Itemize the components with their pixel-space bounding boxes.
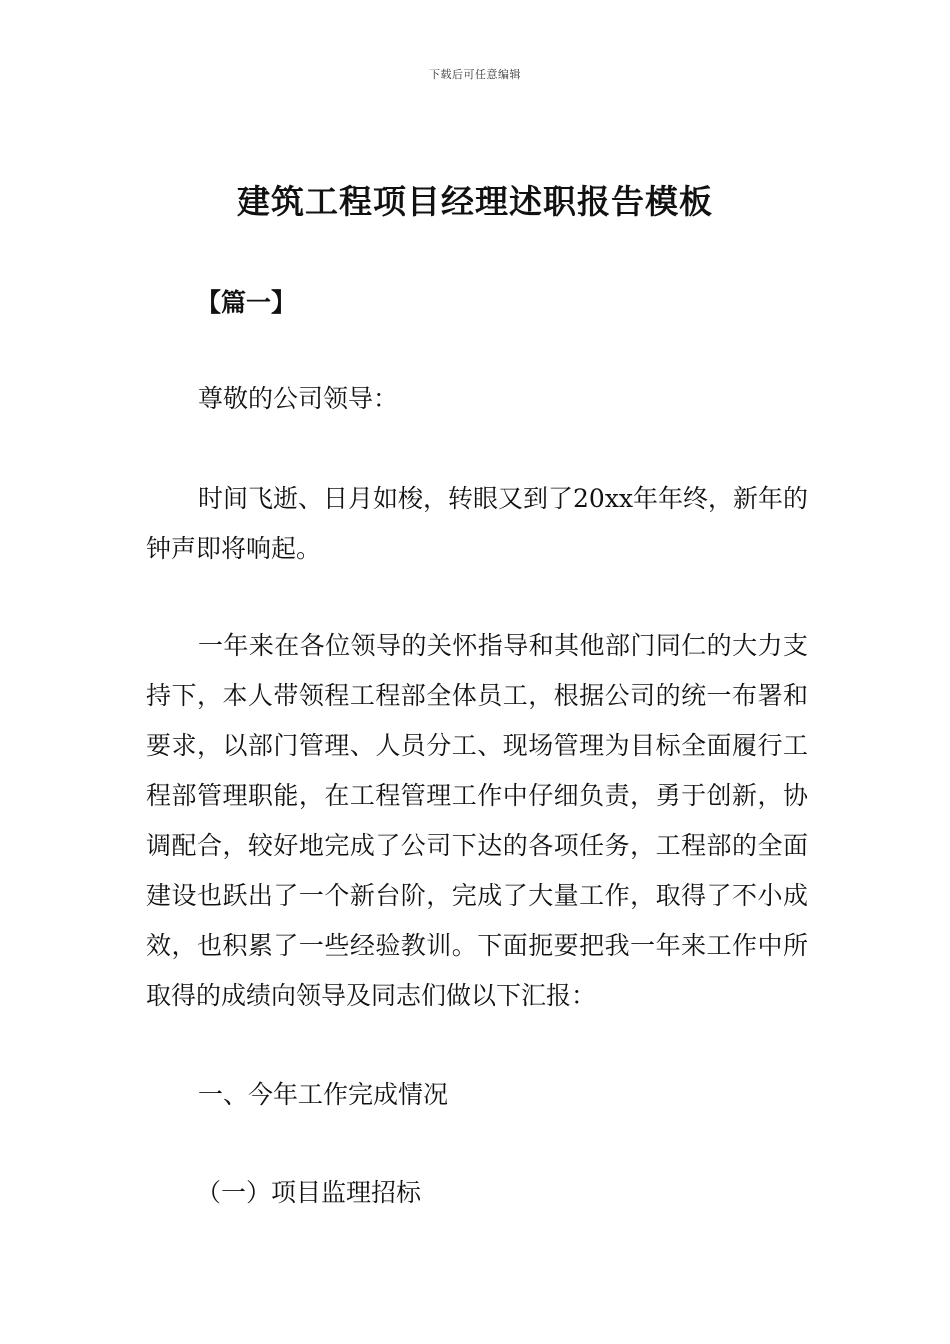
section-label: 【篇一】: [196, 288, 297, 317]
greeting-text: 尊敬的公司领导：: [198, 384, 399, 413]
greeting: [146, 374, 808, 424]
heading-1-text: 一、今年工作完成情况: [198, 1080, 449, 1109]
document-title: 建筑工程项目经理述职报告模板: [237, 182, 713, 221]
subheading-1: [196, 1168, 808, 1218]
heading-1: [146, 1070, 808, 1120]
page-header-note: 下载后可任意编辑: [429, 68, 521, 81]
paragraph-1: [146, 474, 808, 574]
paragraph-1-text: 时间飞逝、日月如梭，转眼又到了20xx年年终，新年的钟声即将响起。: [146, 484, 809, 563]
subheading-1-text: （一）项目监理招标: [196, 1178, 422, 1207]
paragraph-2: [146, 621, 808, 1021]
paragraph-2-text: 一年来在各位领导的关怀指导和其他部门同仁的大力支持下，本人带领程工程部全体员工，根据公司的统一布署和要求，以部门管理、人员分工、现场管理为目标全面履行工程部管理职能，在工程管理工作中仔细负责，勇于创新，协调配合，较好地完成了公司下达的各项任务，工程部的全面建设也跃出了一个新台阶，完成了大量工作，取得了不小成效，也积累了一些经验教训。下面扼要把我一年来工作中所取得的成绩向领导及同志们做以下汇报：: [146, 631, 808, 1010]
